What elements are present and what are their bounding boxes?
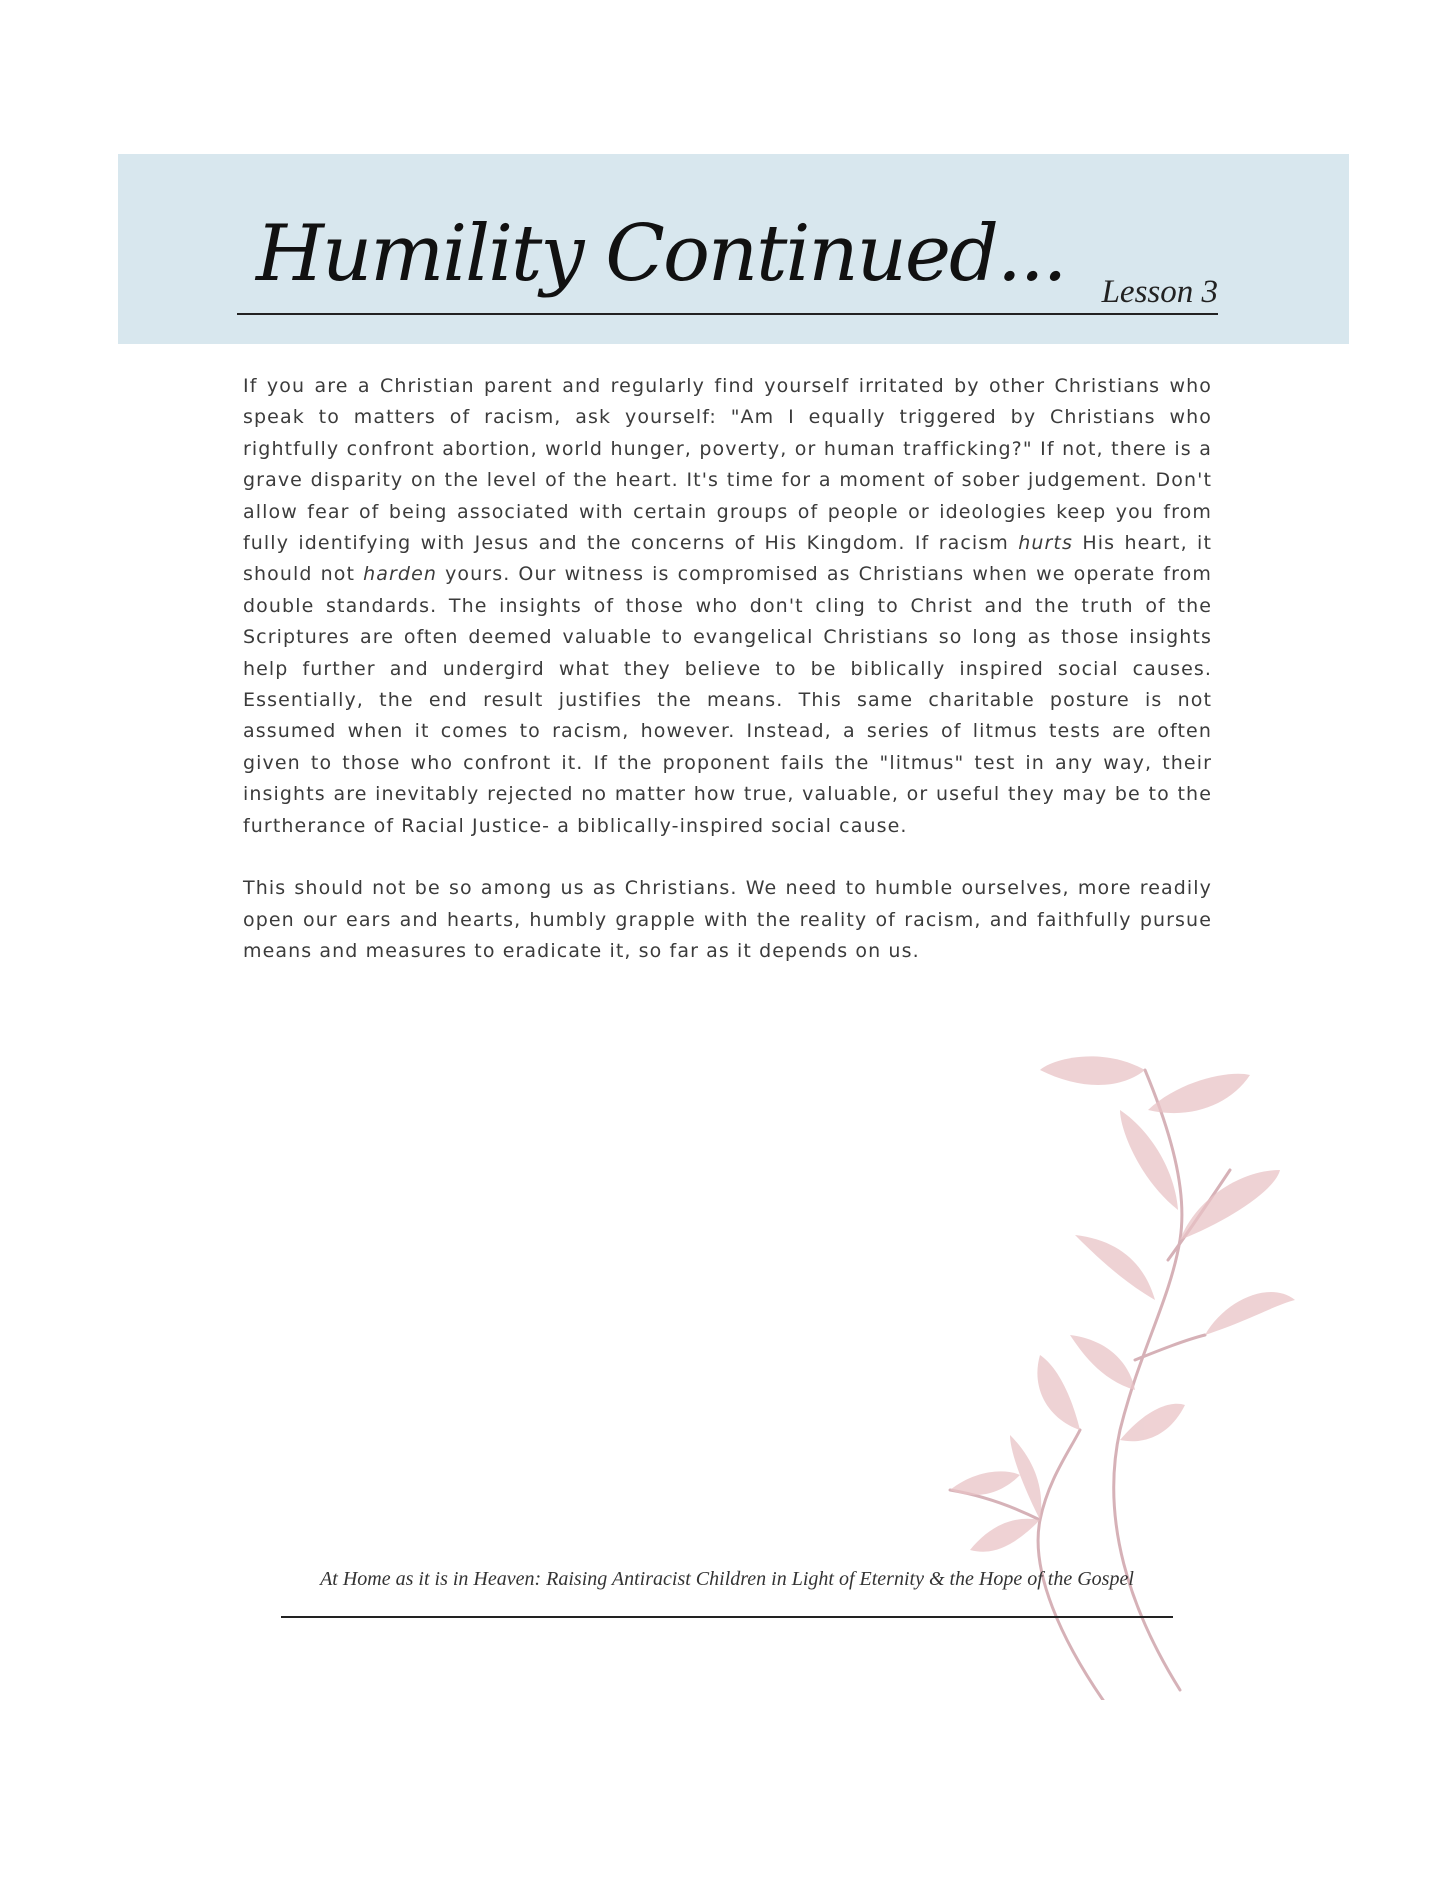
paragraph-1	[243, 371, 1212, 842]
paragraph-1-part-1: If you are a Christian parent and regularly find yourself irritated by other Christians who speak to matters of racism, ask yourself: "Am I equally triggered by Christians who rightfully confront abortion, world hunger, poverty, or human trafficking?" If not, there is a grave disparity on the level of the heart. It's time for a moment of sober judgement. Don't allow fear of being associated with certain groups of people or ideologies keep you from fully identifying with Jesus and the concerns of His Kingdom. If racism	[243, 375, 1212, 555]
leaf-branch-illustration	[930, 1050, 1310, 1700]
footer-book-title: At Home as it is in Heaven: Raising Antiracist Children in Light of Eternity & the Hope of the Gospel	[320, 1568, 1134, 1590]
body-text	[243, 371, 1212, 998]
header-divider	[237, 313, 1218, 315]
footer-divider	[281, 1616, 1173, 1618]
paragraph-2: This should not be so among us as Christians. We need to humble ourselves, more readily open our ears and hearts, humbly grapple with the reality of racism, and faithfully pursue means and measures to eradicate it, so far as it depends on us.	[243, 877, 1212, 962]
emphasis-harden: harden	[363, 563, 437, 586]
lesson-label: Lesson 3	[1101, 274, 1218, 310]
page-title: Humility Continued...	[256, 209, 1066, 299]
paragraph-1-part-2: His heart, it should not	[243, 532, 1212, 586]
emphasis-hurts: hurts	[1018, 532, 1073, 555]
paragraph-1-part-3: yours. Our witness is compromised as Christians when we operate from double standards. The insights of those who don't cling to Christ and the truth of the Scriptures are often deemed valuable to evangelical Christians so long as those insights help further and undergird what they believe to be biblically inspired social causes. Essentially, the end result justifies the means. This same charitable posture is not assumed when it comes to racism, however. Instead, a series of litmus tests are often given to those who confront it. If the proponent fails the "litmus" test in any way, their insights are inevitably rejected no matter how true, valuable, or useful they may be to the furtherance of Racial Justice- a biblically-inspired social cause.	[243, 563, 1212, 837]
